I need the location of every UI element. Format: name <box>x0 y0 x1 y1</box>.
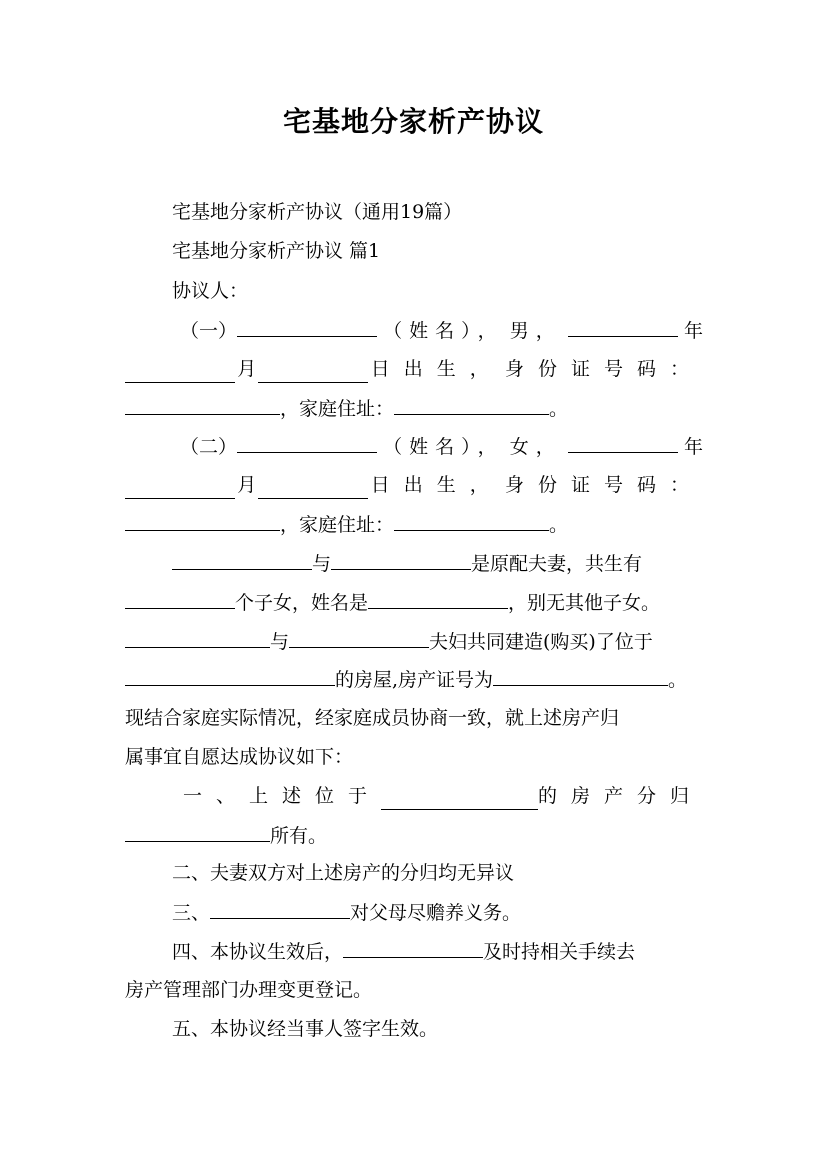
party2-name-hint: （姓名）， <box>383 436 504 458</box>
wife-blank <box>331 549 471 570</box>
clause4-line2: 房产管理部门办理变更登记。 <box>125 979 373 1001</box>
party1-born: 日出生， <box>370 358 503 380</box>
clause5: 五、本协议经当事人签字生效。 <box>172 1018 439 1040</box>
house-location-blank <box>125 665 335 686</box>
party1-address-blank <box>394 394 549 415</box>
clause3: 三、 对父母尽赡养义务。 <box>125 898 703 927</box>
party1-month-blank <box>125 362 235 383</box>
party2-prefix: （二） <box>180 432 377 461</box>
party2-id-blank <box>125 510 280 531</box>
party1-line3 <box>125 394 703 423</box>
party1-name-hint: （姓名）， <box>383 320 504 342</box>
party1-line2 <box>125 355 703 383</box>
party2-line2 <box>125 471 703 499</box>
party1-id-blank <box>125 394 280 415</box>
party1-name-blank <box>237 316 377 337</box>
party1-id-label: 身份证号码： <box>504 358 703 380</box>
party1-day-blank <box>258 362 368 383</box>
husband-blank <box>172 549 312 570</box>
party2-address-blank <box>394 510 549 531</box>
party1-gender: 男， <box>509 320 562 342</box>
party1-address-label: ，家庭住址： <box>280 398 395 420</box>
party1-prefix: （一） <box>180 316 377 345</box>
clause4-blank <box>343 937 483 958</box>
body-line6: 属事宜自愿达成协议如下： <box>125 746 354 768</box>
document-title: 宅基地分家析产协议 <box>282 105 544 138</box>
party2-month-blank <box>125 478 235 499</box>
party2-month: 月 <box>237 474 257 496</box>
party1-end: 。 <box>549 398 569 420</box>
party2-address-label: ，家庭住址： <box>280 514 395 536</box>
body-line4: 的房屋,房产证号为 。 <box>125 665 703 694</box>
clause1-line1 <box>125 782 703 810</box>
piece-heading: 宅基地分家析产协议 篇1 <box>172 240 381 262</box>
clause1-location-blank <box>381 789 538 810</box>
party2-id-label: 身份证号码： <box>504 474 703 496</box>
parties-label: 协议人： <box>172 280 249 302</box>
party1-line1 <box>125 316 703 345</box>
party2-line3 <box>125 510 703 539</box>
clause4-line1: 四、本协议生效后， 及时持相关手续去 <box>125 937 703 966</box>
body-line3: 与 夫妇共同建造(购买)了位于 <box>125 627 703 656</box>
clause1-mid: 的房产分归 <box>537 785 703 807</box>
subtitle: 宅基地分家析产协议（通用19篇） <box>172 201 463 223</box>
children-names-blank <box>368 588 508 609</box>
body-line5: 现结合家庭实际情况，经家庭成员协商一致，就上述房产归 <box>125 707 620 729</box>
party2-day-blank <box>258 478 368 499</box>
party2-born: 日出生， <box>370 474 503 496</box>
husband2-blank <box>125 627 270 648</box>
clause1-line2: 所有。 <box>125 821 703 850</box>
clause1-prefix: 一、上述位于 <box>183 785 382 807</box>
body-line1: 与 是原配夫妻，共生有 <box>125 549 703 578</box>
wife2-blank <box>289 627 429 648</box>
clause2: 二、夫妻双方对上述房产的分归均无异议 <box>172 862 515 884</box>
party1-year: 年 <box>683 320 703 342</box>
body-line2: 个子女，姓名是 ，别无其他子女。 <box>125 588 703 617</box>
clause1-owner-blank <box>125 821 270 842</box>
children-count-blank <box>125 588 235 609</box>
party1-year-blank <box>568 316 678 337</box>
party2-line1 <box>125 432 703 461</box>
party2-year: 年 <box>683 436 703 458</box>
party2-end: 。 <box>549 514 569 536</box>
party2-gender: 女， <box>509 436 562 458</box>
party2-year-blank <box>568 432 678 453</box>
clause3-blank <box>210 898 350 919</box>
party1-month: 月 <box>237 358 257 380</box>
certificate-number-blank <box>493 665 668 686</box>
party2-name-blank <box>237 432 377 453</box>
